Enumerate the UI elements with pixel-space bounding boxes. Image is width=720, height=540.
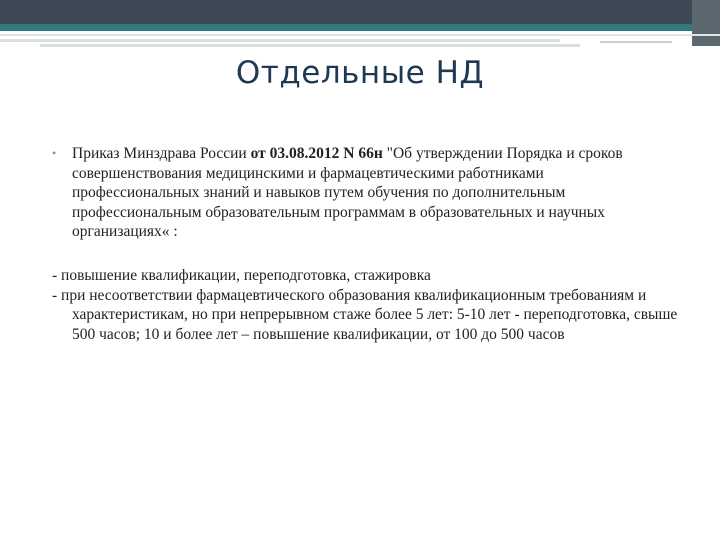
header-divider: [0, 34, 720, 36]
decor-line-a: [0, 39, 560, 42]
slide-body: [52, 144, 672, 242]
header-bar-dark: [0, 0, 720, 24]
bullet-dot-icon: •: [52, 146, 57, 160]
header-bar-teal: [0, 24, 720, 31]
bullet-text-prefix: Приказ Минздрава России: [72, 145, 251, 162]
slide-title: Отдельные НД: [235, 55, 485, 91]
header-corner-block: [692, 0, 720, 46]
dash-item: - при несоответствии фармацевтического образования квалификационным требованиям и характеристикам, но при непрерывном стаже более 5 лет: 5-10 лет - переподготовка, свыше 500 часов; 10 и более лет – повышение квалификации, от 100 до 500 часов: [52, 286, 678, 343]
bullet-text: [72, 144, 672, 242]
decor-line-b: [40, 44, 580, 47]
dash-list: [52, 266, 682, 344]
dash-item: - повышение квалификации, переподготовка, стажировка: [52, 267, 431, 284]
bullet-paragraph: [52, 144, 672, 242]
decor-line-c: [600, 41, 672, 43]
bullet-text-bold: от 03.08.2012 N 66н: [250, 145, 383, 162]
bullet-text-suffix: "Об утверждении Порядка и сроков совершенствования медицинскими и фармацевтическими работниками профессиональных знаний и навыков путем обучения по дополнительным профессиональным образовательным программам в образовательных и научных организациях« :: [72, 145, 623, 240]
